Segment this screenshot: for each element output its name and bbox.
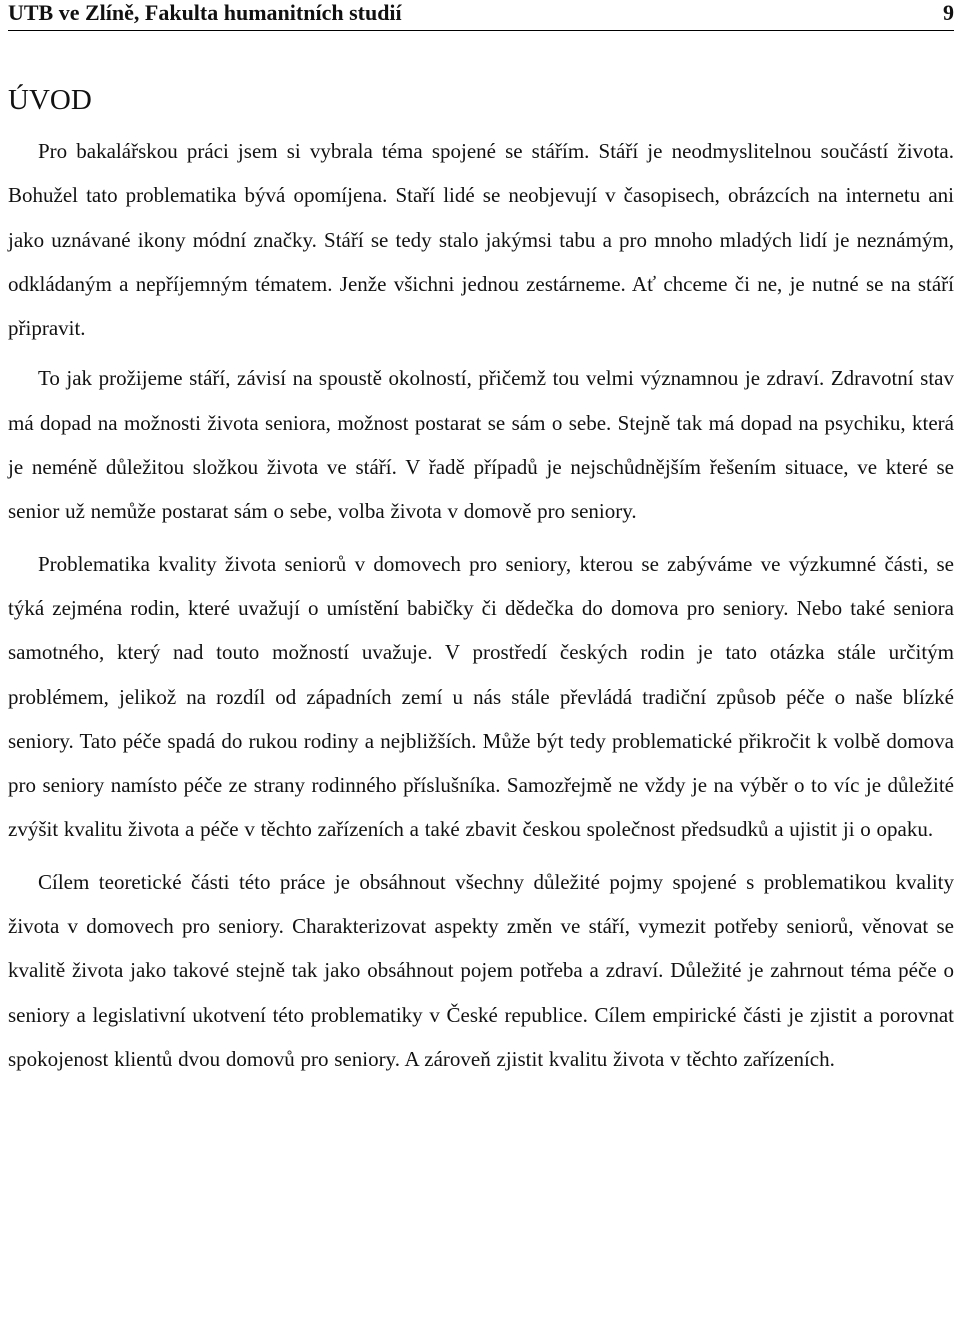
- paragraph-health: To jak prožijeme stáří, závisí na spoustě okolností, přičemž tou velmi významnou je zdraví. Zdravotní stav má dopad na možnosti života seniora, možnost postarat se sám o sebe. Stejně tak má dopad na psychiku, která je neméně důležitou složkou života ve stáří. V řadě případů je nejschůdnějším řešením situace, ve které se senior už nemůže postarat sám o sebe, volba života v domově pro seniory.: [8, 366, 954, 524]
- paragraph-intro: Pro bakalářskou práci jsem si vybrala téma spojené se stářím. Stáří je neodmyslitelnou součástí života. Bohužel tato problematika bývá opomíjena. Staří lidé se neobjevují v časopisech, obrázcích na internetu ani jako uznávané ikony módní značky. Stáří se tedy stalo jakýmsi tabu a pro mnoho mladých lidí je neznámým, odkládaným a nepříjemným tématem. Jenže všichni jednou zestárneme. Ať chceme či ne, je nutné se na stáří připravit.: [8, 139, 954, 341]
- header-title: UTB ve Zlíně, Fakulta humanitních studií: [8, 0, 402, 25]
- paragraph-goals: Cílem teoretické části této práce je obsáhnout všechny důležité pojmy spojené s problematikou kvality života v domovech pro seniory. Charakterizovat aspekty změn ve stáří, vymezit potřeby seniorů, věnovat se kvalitě života jako takové stejně tak jako obsáhnout pojem potřeba a zdraví. Důležité je zahrnout téma péče o seniory a legislativní ukotvení této problematiky v České republice. Cílem empirické části je zjistit a porovnat spokojenost klientů dvou domovů pro seniory. A zároveň zjistit kvalitu života v těchto zařízeních.: [8, 869, 954, 1071]
- paragraph-problem: Problematika kvality života seniorů v domovech pro seniory, kterou se zabýváme ve výzkumné části, se týká zejména rodin, které uvažují o umístění babičky či dědečka do domova pro seniory. Nebo také seniora samotného, který nad touto možností uvažuje. V prostředí českých rodin je tato otázka stále určitým problémem, jelikož na rozdíl od západních zemí u nás stále převládá tradiční způsob péče o naše blízké seniory. Tato péče spadá do rukou rodiny a nejbližších. Může být tedy problematické přikročit k volbě domova pro seniory namísto péče ze strany rodinného příslušníka. Samozřejmě ne vždy je na výběr o to víc je důležité zvýšit kvalitu života a péče v těchto zařízeních a také zbavit českou společnost předsudků a ujistit ji o opaku.: [8, 551, 954, 842]
- page-number: 9: [943, 0, 954, 25]
- section-title: ÚVOD: [8, 84, 92, 116]
- page-header: [8, 0, 954, 31]
- document-page: [8, 0, 954, 1081]
